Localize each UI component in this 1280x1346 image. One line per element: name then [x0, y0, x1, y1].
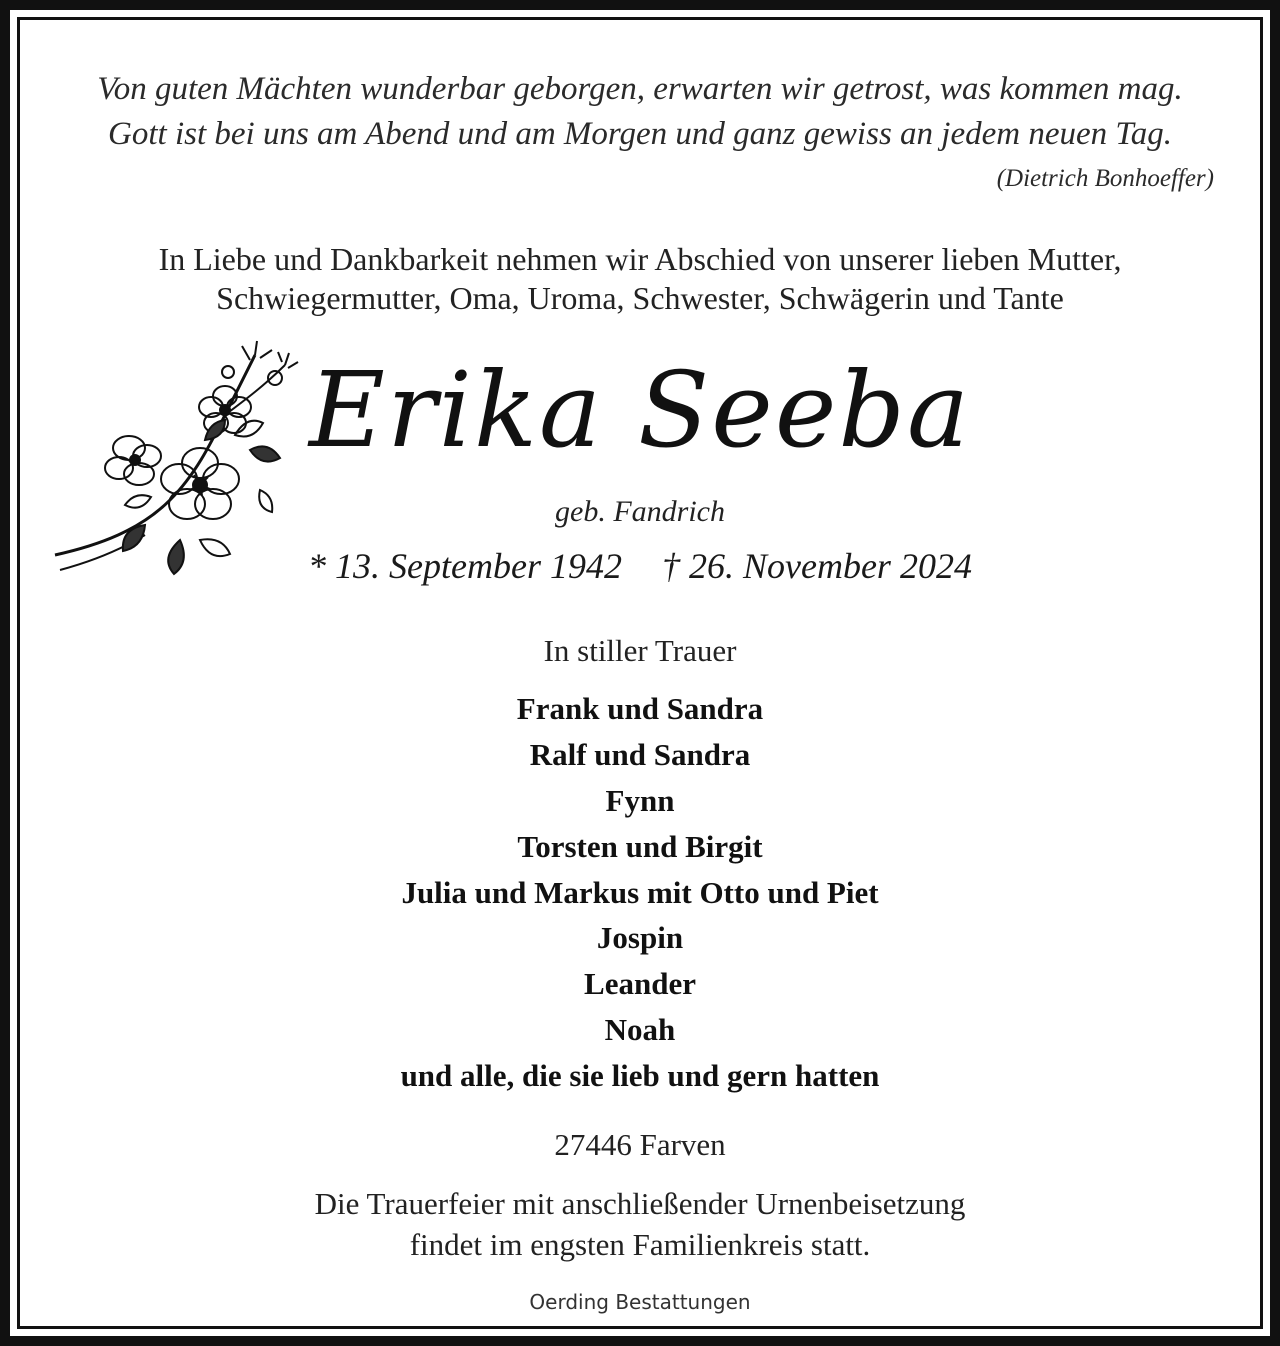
quote-author: (Dietrich Bonhoeffer): [996, 165, 1214, 192]
mourner-name: Jospin: [596, 920, 684, 956]
birth-date: * 13. September 1942: [308, 546, 622, 586]
intro-line-2: Schwiegermutter, Oma, Uroma, Schwester, Schwägerin und Tante: [216, 280, 1064, 316]
place: 27446 Farven: [554, 1127, 726, 1162]
deceased-name: Erika Seeba: [309, 349, 971, 471]
mourner-name: Julia und Markus mit Otto und Piet: [401, 874, 879, 910]
service-line-2: findet im engsten Familienkreis statt.: [409, 1227, 871, 1262]
quote-line-2: Gott ist bei uns am Abend und am Morgen und ganz gewiss an jedem neuen Tag.: [108, 116, 1172, 152]
intro-line-1: In Liebe und Dankbarkeit nehmen wir Abschied von unserer lieben Mutter,: [158, 241, 1122, 277]
death-date: † 26. November 2024: [661, 546, 972, 586]
mourning-heading: In stiller Trauer: [543, 633, 737, 668]
mourner-name: Leander: [584, 966, 696, 1002]
maiden-name: geb. Fandrich: [555, 495, 725, 528]
mourner-name: Fynn: [605, 782, 675, 818]
mourner-name: Ralf und Sandra: [529, 736, 751, 772]
undertaker: Oerding Bestattungen: [529, 1290, 751, 1314]
mourner-name: Frank und Sandra: [516, 691, 764, 726]
mourners-list: [40, 686, 1240, 1099]
life-dates: [250, 545, 1030, 587]
mourner-name: Torsten und Birgit: [517, 828, 763, 864]
quote-line-1: Von guten Mächten wunderbar geborgen, erwarten wir getrost, was kommen mag.: [97, 71, 1183, 107]
mourner-name: und alle, die sie lieb und gern hatten: [400, 1058, 880, 1094]
mourner-name: Noah: [604, 1012, 676, 1048]
service-line-1: Die Trauerfeier mit anschließender Urnenbeisetzung: [314, 1186, 966, 1221]
